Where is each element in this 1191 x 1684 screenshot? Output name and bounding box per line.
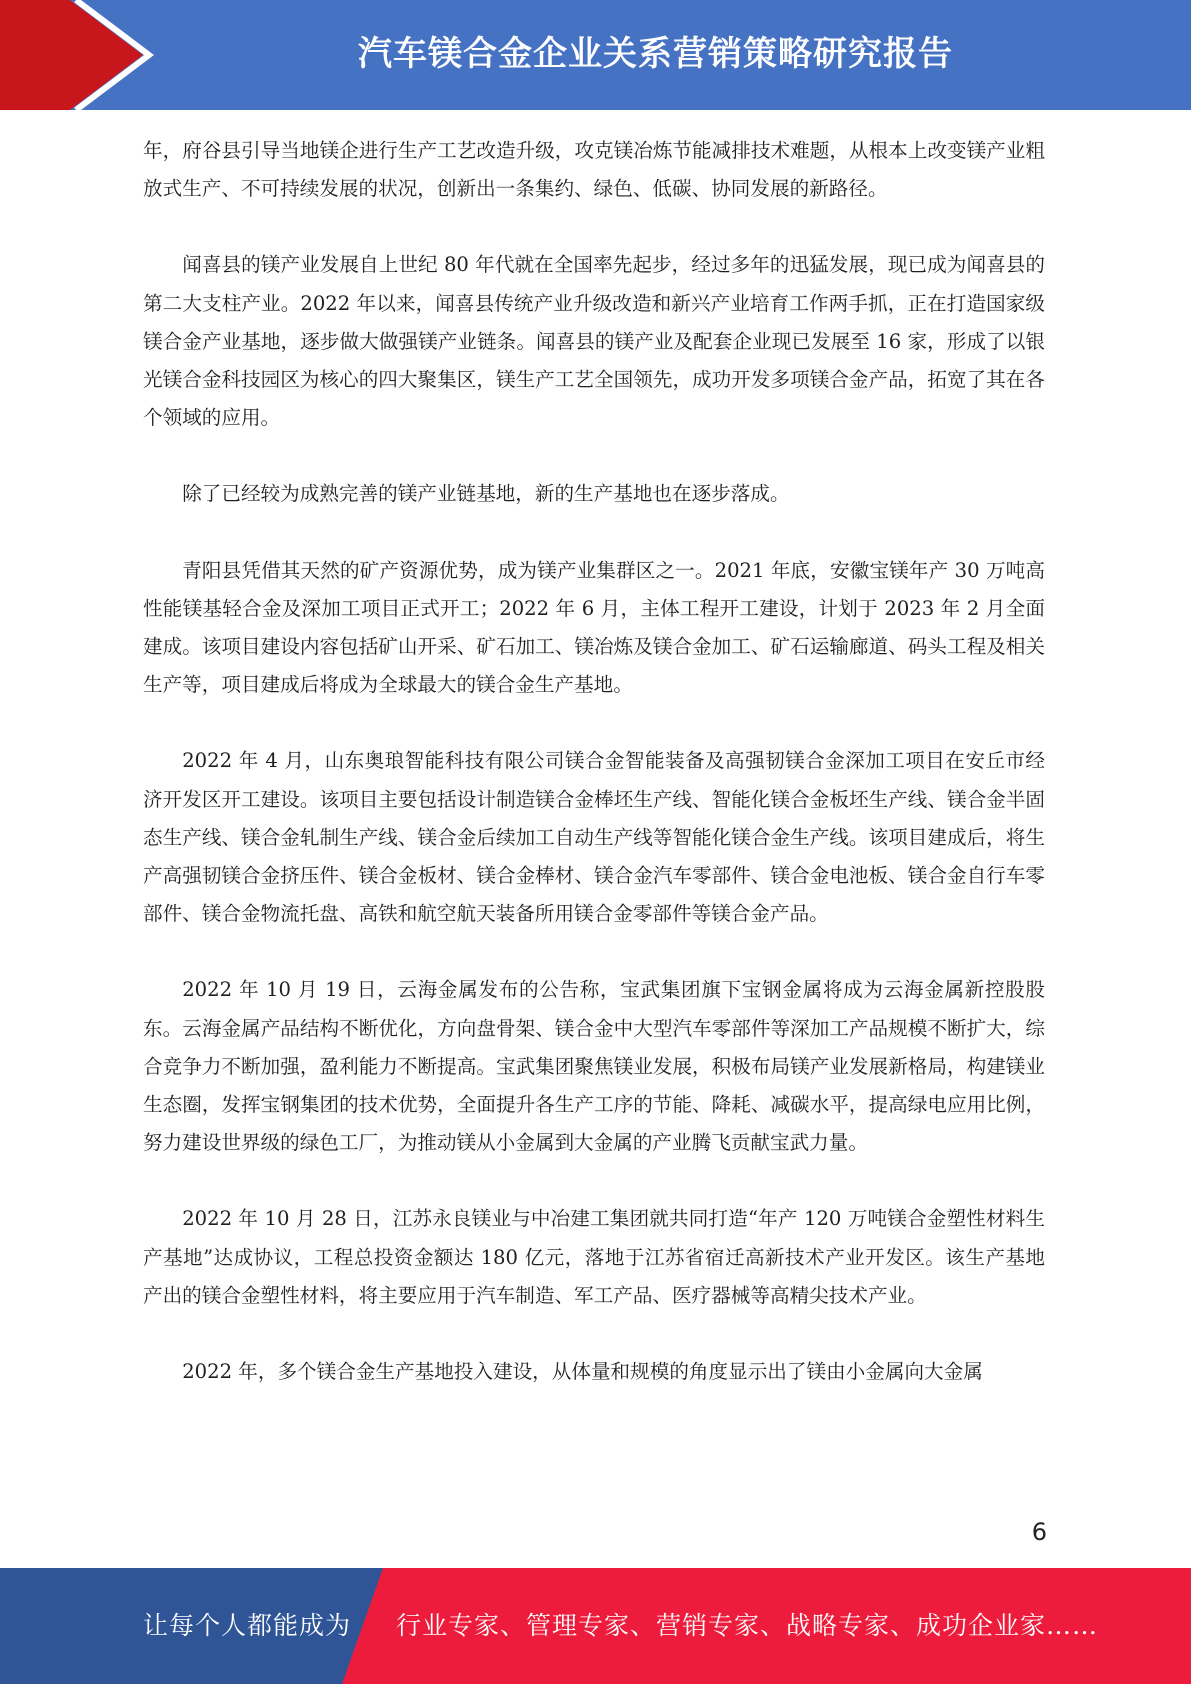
paragraph-qingyang: 青阳县凭借其天然的矿产资源优势，成为镁产业集群区之一。2021 年底，安徽宝镁年产 30 万吨高性能镁基轻合金及深加工项目正式开工；2022 年 6 月，主体工程开工建设，计划于 2023 年 2 月全面建成。该项目建设内容包括矿山开采、矿石加工、镁冶炼及镁合金加工、矿石运输廊道、码头工程及相关生产等，项目建成后将成为全球最大的镁合金生产基地。 <box>143 558 1045 697</box>
header-bar <box>0 0 1191 110</box>
footer-bar <box>0 1568 1191 1684</box>
paragraph-continued: 年，府谷县引导当地镁企进行生产工艺改造升级，攻克镁冶炼节能减排技术难题，从根本上改变镁产业粗放式生产、不可持续发展的状况，创新出一条集约、绿色、低碳、协同发展的新路径。 <box>143 139 1045 201</box>
footer-slogan-right: 行业专家、管理专家、营销专家、战略专家、成功企业家…… <box>396 1611 1099 1640</box>
document-body <box>143 132 1045 1429</box>
paragraph-yunhai: 2022 年 10 月 19 日，云海金属发布的公告称，宝武集团旗下宝钢金属将成为云海金属新控股股东。云海金属产品结构不断优化，方向盘骨架、镁合金中大型汽车零部件等深加工产品规模不断扩大，综合竞争力不断加强，盈利能力不断提高。宝武集团聚焦镁业发展，积极布局镁产业发展新格局，构建镁业生态圈，发挥宝钢集团的技术优势，全面提升各生产工序的节能、降耗、减碳水平，提高绿电应用比例，努力建设世界级的绿色工厂，为推动镁从小金属到大金属的产业腾飞贡献宝武力量。 <box>143 978 1045 1155</box>
paragraph-jiangsu-yongliang: 2022 年 10 月 28 日，江苏永良镁业与中冶建工集团就共同打造“年产 120 万吨镁合金塑性材料生产基地”达成协议，工程总投资金额达 180 亿元，落地于江苏省宿迁高新技术产业开发区。该生产基地产出的镁合金塑性材料，将主要应用于汽车制造、军工产品、医疗器械等高精尖技术产业。 <box>143 1207 1045 1307</box>
report-title: 汽车镁合金企业关系营销策略研究报告 <box>358 34 953 74</box>
paragraph-2022-summary: 2022 年，多个镁合金生产基地投入建设，从体量和规模的角度显示出了镁由小金属向大金属 <box>182 1360 983 1384</box>
footer-slogan-left: 让每个人都能成为 <box>143 1611 352 1640</box>
paragraph-shandong-aolang: 2022 年 4 月，山东奥琅智能科技有限公司镁合金智能装备及高强韧镁合金深加工项目在安丘市经济开发区开工建设。该项目主要包括设计制造镁合金棒坯生产线、智能化镁合金板坯生产线、镁合金半固态生产线、镁合金轧制生产线、镁合金后续加工自动生产线等智能化镁合金生产线。该项目建成后，将生产高强韧镁合金挤压件、镁合金板材、镁合金棒材、镁合金汽车零部件、镁合金电池板、镁合金自行车零部件、镁合金物流托盘、高铁和航空航天装备所用镁合金零部件等镁合金产品。 <box>143 749 1045 926</box>
page-number: 6 <box>1031 1518 1047 1546</box>
paragraph-new-bases: 除了已经较为成熟完善的镁产业链基地，新的生产基地也在逐步落成。 <box>182 482 790 506</box>
paragraph-wenxi: 闻喜县的镁产业发展自上世纪 80 年代就在全国率先起步，经过多年的迅猛发展，现已成为闻喜县的第二大支柱产业。2022 年以来，闻喜县传统产业升级改造和新兴产业培育工作两手抓，正在打造国家级镁合金产业基地，逐步做大做强镁产业链条。闻喜县的镁产业及配套企业现已发展至 16 家，形成了以银光镁合金科技园区为核心的四大聚集区，镁生产工艺全国领先，成功开发多项镁合金产品，拓宽了其在各个领域的应用。 <box>143 253 1045 430</box>
